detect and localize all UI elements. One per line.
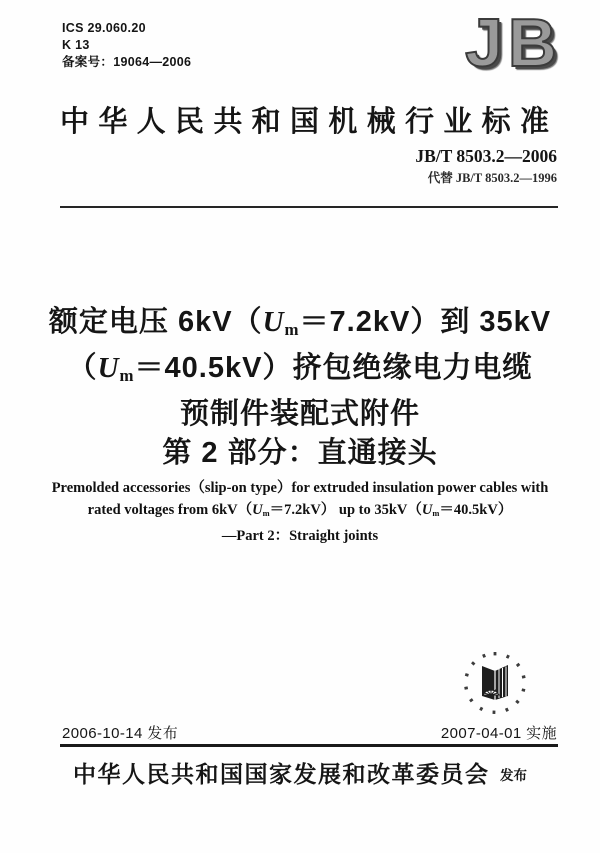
publisher-line [0,756,600,789]
standard-family-title: 中华人民共和国机械行业标准 [60,106,558,138]
document-title-cn [0,303,600,473]
title-cn-line-1: 额定电压 6kV（Um＝7.2kV）到 35kV [48,306,552,340]
jb-standard-logo-icon: JB [465,5,562,81]
title-en-line-2: rated voltages from 6kV（Um＝7.2kV） up to 35kV（Um＝40.5kV） [87,502,513,519]
ics-code: ICS 29.060.20 [62,21,146,35]
header-divider [60,206,558,208]
issuing-authority-seal-icon [462,650,528,716]
document-title-en [0,477,600,547]
class-code: K 13 [62,38,90,52]
replaced-standard-number: 代替 JB/T 8503.2—1996 [427,171,557,185]
implementation-date: 2007-04-01 实施 [440,725,557,742]
title-cn-line-2: （Um＝40.5kV）挤包绝缘电力电缆 [67,352,533,386]
publisher-name: 中华人民共和国国家发展和改革委员会 [73,761,490,787]
title-cn-line-4: 第 2 部分：直通接头 [162,437,438,470]
publish-label: 发布 [499,768,527,783]
title-cn-line-3: 预制件装配式附件 [179,398,420,431]
title-en-line-1: Premolded accessories（slip-on type）for extruded insulation power cables with [51,480,549,496]
footer-divider [60,744,558,747]
classification-block [62,20,191,71]
issue-date: 2006-10-14 发布 [62,725,179,742]
record-number: 备案号：19064—2006 [62,55,192,69]
standard-number: JB/T 8503.2—2006 [415,146,557,166]
title-en-line-3: —Part 2：Straight joints [221,528,379,545]
